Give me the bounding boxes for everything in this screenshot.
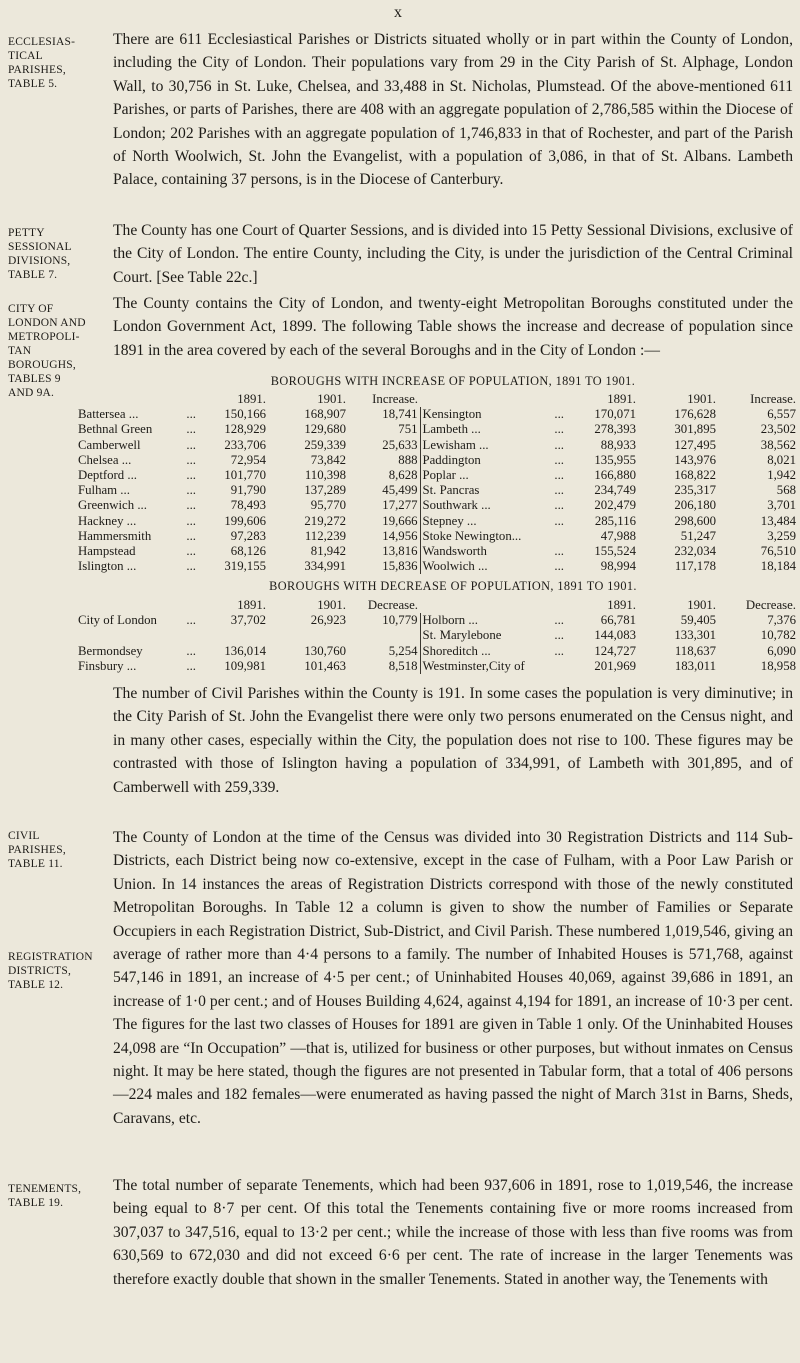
value-cell: ... [554,613,564,628]
borough-name-cell: Islington ... [78,559,137,574]
value-cell: 129,680 [304,422,346,437]
value-cell: ... [186,468,196,483]
borough-name-cell: Hammersmith [78,528,152,543]
margin-note-registration: REGISTRATION DISTRICTS, TABLE 12. [8,951,93,991]
page-number: x [394,4,403,21]
value-cell: ... [554,544,564,559]
borough-name-cell: Southwark ... [420,498,546,513]
value-cell: 168,907 [304,407,346,422]
value-cell: 101,463 [304,658,346,673]
value-cell: 73,842 [310,452,346,467]
table-row [76,529,798,544]
borough-name-cell: Lewisham ... [420,438,546,453]
borough-name-cell: Lambeth ... [420,422,546,437]
paragraph-petty-sessional: The County has one Court of Quarter Sessions, and is divided into 15 Petty Sessional Divisions, exclusive of the City of London. The entire County, including the City, is under the jurisdiction of the Central Criminal Court. [See Table 22c.] [113,222,793,286]
value-cell: ... [554,498,564,513]
borough-name-cell: Poplar ... [420,468,546,483]
value-cell: 234,749 [594,483,636,498]
table-row [76,483,798,498]
borough-name-cell: St. Marylebone [420,628,546,643]
value-cell: ... [554,643,564,658]
value-cell: 101,770 [224,468,266,483]
borough-name-cell: Shoreditch ... [420,644,546,659]
value-cell: 117,178 [674,559,716,574]
value-cell: ... [554,407,564,422]
value-cell: 232,034 [674,544,716,559]
borough-name-cell: Hampstead [78,544,136,559]
value-cell: ... [186,422,196,437]
value-cell: 150,166 [224,407,266,422]
value-cell: ... [186,544,196,559]
decrease-table-body [76,613,798,674]
table-row [76,644,798,659]
value-cell [546,659,566,674]
value-cell: 3,701 [767,498,796,513]
value-cell: 25,633 [382,437,418,452]
value-cell: 219,272 [304,513,346,528]
value-cell: 19,666 [382,513,418,528]
borough-name-cell: Hackney ... [78,513,137,528]
paragraph-tenements: The total number of separate Tenements, which had been 937,606 in 1891, rose to 1,019,546, the increase being equal to 8·7 per cent. Of this total the Tenements containing five or more rooms increased from 307,037 to 347,516, equal to 13·2 per cent.; while the increase of those with less than five rooms was from 630,569 to 672,030 and did not exceed 6·6 per cent. The rate of increase in the larger Tenements was therefore exactly double that shown in the smaller Tenements. Stated in another way, the Tenements with [113,1177,793,1288]
value-cell: ... [554,422,564,437]
value-cell: 155,524 [594,544,636,559]
value-cell: ... [186,643,196,658]
value-cell: 127,495 [674,437,716,452]
value-cell: ... [554,513,564,528]
margin-note-tenements: TENEMENTS, TABLE 19. [8,1183,82,1209]
value-cell: ... [186,559,196,574]
increase-table-body [76,407,798,574]
borough-name-cell: Deptford ... [78,468,137,483]
value-cell: 17,277 [382,498,418,513]
value-cell: 51,247 [680,528,716,543]
value-cell: 10,779 [382,613,418,628]
value-cell: ... [186,613,196,628]
value-cell [268,628,348,643]
table-row [76,453,798,468]
value-cell: 199,606 [224,513,266,528]
borough-name-cell: Camberwell [78,437,141,452]
increase-table-title: BOROUGHS WITH INCREASE OF POPULATION, 1891 TO 1901. [270,374,636,388]
value-cell: 751 [398,422,418,437]
value-cell: 206,180 [674,498,716,513]
value-cell: 8,021 [767,452,796,467]
value-cell: 130,760 [304,643,346,658]
increase-table-header: 1891. 1901. Increase. 1891. 1901. Increase. [237,392,796,406]
value-cell: 3,259 [767,528,796,543]
value-cell: 176,628 [674,407,716,422]
table-row [76,628,798,643]
value-cell: 124,727 [594,643,636,658]
table-row [76,438,798,453]
value-cell: 298,600 [674,513,716,528]
value-cell: 202,479 [594,498,636,513]
borough-name-cell: Chelsea ... [78,452,132,467]
value-cell: 15,836 [382,559,418,574]
value-cell: ... [186,658,196,673]
value-cell: 88,933 [600,437,636,452]
margin-note-civil-parishes: CIVIL PARISHES, TABLE 11. [8,830,66,870]
borough-name-cell: Woolwich ... [420,559,546,574]
borough-name-cell: Bethnal Green [78,422,153,437]
value-cell: 285,116 [594,513,636,528]
value-cell: 568 [776,483,796,498]
value-cell: 137,289 [304,483,346,498]
value-cell: 118,637 [674,643,716,658]
value-cell: 233,706 [224,437,266,452]
value-cell: ... [554,559,564,574]
value-cell: 91,790 [230,483,266,498]
value-cell: 95,770 [310,498,346,513]
value-cell: ... [554,468,564,483]
borough-name-cell: Wandsworth [420,544,546,559]
value-cell: 72,954 [230,452,266,467]
borough-name-cell: Holborn ... [420,613,546,628]
value-cell: 23,502 [760,422,796,437]
value-cell: 143,976 [674,452,716,467]
borough-name-cell: Greenwich ... [78,498,147,513]
borough-name-cell: Fulham ... [78,483,130,498]
value-cell [348,628,420,643]
borough-name-cell [76,628,176,643]
value-cell: 110,398 [304,468,346,483]
value-cell: 168,822 [674,468,716,483]
decrease-table-title: BOROUGHS WITH DECREASE OF POPULATION, 1891 TO 1901. [269,579,637,593]
value-cell: 26,923 [310,613,346,628]
table-row [76,544,798,559]
value-cell: 97,283 [230,528,266,543]
paragraph-city-boroughs: The County contains the City of London, and twenty-eight Metropolitan Boroughs constituted under the London Government Act, 1899. The following Table shows the increase and decrease of population since 1891 in the area covered by each of the several Boroughs and in the City of London :— [113,295,793,359]
paragraph-civil-parishes: The number of Civil Parishes within the County is 191. In some cases the population is very diminutive; in the City Parish of St. John the Evangelist there were only two persons enumerated on the Census night, and in many other cases, especially within the City, the population does not rise to 100. These figures may be contrasted with those of Islington having a population of 334,991, of Lambeth with 301,895, and of Camberwell with 259,339. [113,685,793,796]
value-cell: 68,126 [230,544,266,559]
value-cell: 18,184 [760,559,796,574]
value-cell: ... [186,528,196,543]
decrease-table [76,598,798,674]
borough-name-cell: Bermondsey [78,643,143,658]
value-cell: ... [186,407,196,422]
table-row [76,659,798,674]
value-cell: 81,942 [310,544,346,559]
table-row [76,514,798,529]
value-cell: 10,782 [760,628,796,643]
paragraph-registration-districts: The County of London at the time of the Census was divided into 30 Registration Districts and 114 Sub-Districts, each District being now co-extensive, except in the case of Fulham, with a Poor Law Parish or Union. In 14 instances the areas of Registration Districts correspond with those of the newly constituted Metropolitan Boroughs. In Table 12 a column is given to show the number of Families or Separate Occupiers in each Registration District, Sub-District, and Civil Parish. These numbered 1,019,546, giving an average of rather more than 4·4 persons to a family. The number of Inhabited Houses is 571,768, against 547,146 in 1891, an increase of 4·5 per cent.; of Uninhabited Houses 40,069, against 39,686 in 1891, an increase of 1·0 per cent.; and of Houses Building 4,624, against 4,194 for 1891, an increase of 10·3 per cent. The figures for the last two classes of Houses for 1891 are given in Table 1 only. Of the Uninhabited Houses 24,098 are “In Occupation” —that is, utilized for business or other purposes, but without inmates on Census night. It may be here stated, though the figures are not presented in Tabular form, that a total of 406 persons—224 males and 182 females—were enumerated as having passed the night of March 31st in Barns, Sheds, Caravans, etc. [113,829,793,1127]
value-cell: 166,880 [594,468,636,483]
value-cell: 133,301 [674,628,716,643]
value-cell: 144,083 [594,628,636,643]
value-cell: 76,510 [760,544,796,559]
margin-note-petty-sessional: PETTY SESSIONAL DIVISIONS, TABLE 7. [8,227,72,281]
value-cell: 13,816 [382,544,418,559]
table-row [76,468,798,483]
value-cell: ... [554,628,564,643]
value-cell: 135,955 [594,452,636,467]
value-cell: 112,239 [304,528,346,543]
table-row [76,613,798,628]
value-cell: ... [186,452,196,467]
value-cell [546,529,566,544]
value-cell: ... [186,513,196,528]
value-cell: 301,895 [674,422,716,437]
value-cell: 319,155 [224,559,266,574]
value-cell: 14,956 [382,528,418,543]
value-cell: 136,014 [224,643,266,658]
value-cell: 78,493 [230,498,266,513]
borough-name-cell: Stepney ... [420,514,546,529]
value-cell: 183,011 [674,658,716,673]
borough-name-cell: Kensington [420,407,546,422]
decrease-table-header: 1891. 1901. Decrease. 1891. 1901. Decrease. [237,598,796,612]
value-cell: 259,339 [304,437,346,452]
paragraph-ecclesiastical-parishes: There are 611 Ecclesiastical Parishes or Districts situated wholly or in part within the County of London, including the City of London. Their populations vary from 29 in the City Parish of St. Alphage, London Wall, to 30,756 in St. Luke, Chelsea, and 33,488 in St. Nicholas, Plumstead. Of the above-mentioned 611 Parishes, or parts of Parishes, there are 408 with an aggregate population of 2,786,585 within the Diocese of London; 202 Parishes with an aggregate population of 1,746,833 in that of Rochester, and part of the Parish of North Woolwich, St. John the Evangelist, with a population of 3,086, in that of St. Albans. Lambeth Palace, containing 37 persons, is in the Diocese of Canterbury. [113,31,793,189]
value-cell: 128,929 [224,422,266,437]
value-cell: 37,702 [230,613,266,628]
value-cell: 109,981 [224,658,266,673]
value-cell: 278,393 [594,422,636,437]
value-cell: 47,988 [600,528,636,543]
value-cell: 888 [398,452,418,467]
table-row [76,422,798,437]
value-cell: 5,254 [388,643,418,658]
table-row [76,559,798,574]
value-cell [198,628,268,643]
margin-note-city-boroughs: CITY OF LONDON AND METROPOLI- TAN BOROUGHS, TABLES 9 AND 9A. [8,303,86,399]
borough-name-cell: Paddington [420,453,546,468]
value-cell: 8,628 [388,468,418,483]
value-cell: ... [554,483,564,498]
value-cell: ... [554,437,564,452]
borough-name-cell: City of London [78,613,157,628]
value-cell: 6,090 [767,643,796,658]
borough-name-cell: Battersea ... [78,407,139,422]
value-cell: ... [554,452,564,467]
margin-note-ecclesiastical: ECCLESIAS- TICAL PARISHES, TABLE 5. [8,36,76,90]
value-cell: 334,991 [304,559,346,574]
value-cell: 18,741 [382,407,418,422]
value-cell: 38,562 [760,437,796,452]
value-cell: 7,376 [767,613,796,628]
borough-name-cell: Stoke Newington... [420,529,546,544]
value-cell: 59,405 [680,613,716,628]
value-cell: 6,557 [767,407,796,422]
increase-table [76,392,798,574]
table-row [76,498,798,513]
value-cell: 13,484 [760,513,796,528]
borough-name-cell: Westminster,City of [420,659,546,674]
value-cell: 45,499 [382,483,418,498]
value-cell: 170,071 [594,407,636,422]
value-cell: 235,317 [674,483,716,498]
value-cell: 98,994 [600,559,636,574]
value-cell: 8,518 [388,658,418,673]
borough-name-cell: St. Pancras [420,483,546,498]
value-cell: 1,942 [767,468,796,483]
value-cell: ... [186,483,196,498]
value-cell: 201,969 [594,658,636,673]
value-cell: 18,958 [760,658,796,673]
value-cell: 66,781 [600,613,636,628]
value-cell: ... [186,437,196,452]
value-cell [176,628,198,643]
borough-name-cell: Finsbury ... [78,658,137,673]
table-row [76,407,798,422]
value-cell: ... [186,498,196,513]
